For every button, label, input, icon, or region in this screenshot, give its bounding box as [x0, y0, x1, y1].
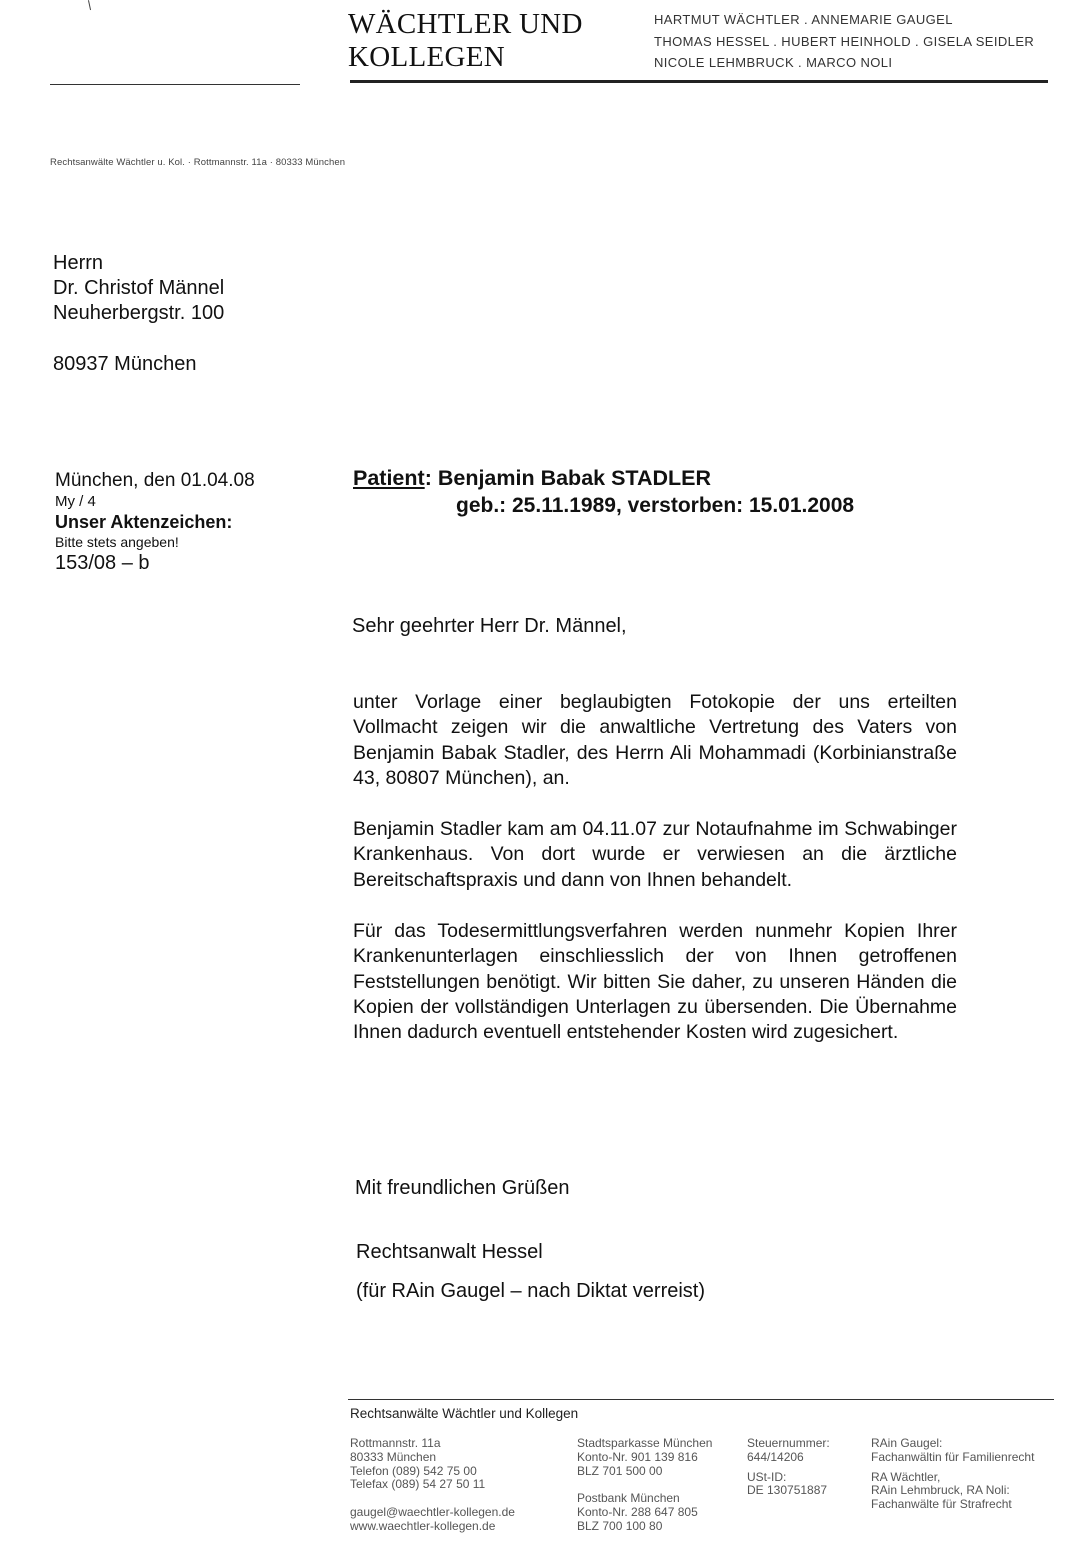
ust-label: USt-ID:: [747, 1469, 787, 1484]
footer-phone: Telefon (089) 542 75 00: [350, 1463, 477, 1478]
subject-colon: :: [424, 466, 432, 490]
signer: Rechtsanwalt Hessel: [356, 1241, 543, 1263]
tax-label: Steuernummer:: [747, 1436, 830, 1450]
partner-line: THOMAS HESSEL . HUBERT HEINHOLD . GISELA SEIDLER: [654, 33, 1035, 49]
firm-name-line1: WÄCHTLER UND: [348, 8, 583, 40]
bank2-name: Postbank München: [577, 1491, 680, 1506]
letter-meta: [55, 470, 315, 575]
bank2-blz: BLZ 700 100 80: [577, 1518, 663, 1533]
dictation-mark: My / 4: [55, 493, 96, 510]
sender-return-address: Rechtsanwälte Wächtler u. Kol. · Rottmannstr. 11a · 80333 München: [50, 157, 346, 168]
partner-line: HARTMUT WÄCHTLER . ANNEMARIE GAUGEL: [654, 12, 953, 27]
subject-dates: geb.: 25.11.1989, verstorben: 15.01.2008: [456, 494, 855, 517]
body-paragraph: Benjamin Stadler kam am 04.11.07 zur Notaufnahme im Schwabinger Krankenhaus. Von dort wurde er verwiesen an die ärztliche Bereitschaftspraxis und dann von Ihnen behandelt.: [353, 818, 957, 891]
specialist-criminal-title: Fachanwälte für Strafrecht: [871, 1497, 1012, 1512]
specialist-waechtler: RA Wächtler,: [871, 1469, 941, 1484]
recipient-salutation: Herrn: [53, 252, 104, 274]
recipient-address: [53, 251, 224, 377]
footer-city: 80333 München: [350, 1449, 437, 1464]
bank1-name: Stadtsparkasse München: [577, 1436, 713, 1450]
subject-line: [353, 465, 1003, 519]
footer-email: gaugel@waechtler-kollegen.de: [350, 1504, 515, 1519]
footer-fax: Telefax (089) 54 27 50 11: [350, 1477, 486, 1492]
footer-divider: [348, 1399, 1054, 1400]
reference-note: Bitte stets angeben!: [55, 534, 179, 550]
reference-number: 153/08 – b: [55, 552, 150, 574]
bank2-account: Konto-Nr. 288 647 805: [577, 1504, 698, 1519]
footer-spacer: [350, 1492, 565, 1506]
firm-name-line2: KOLLEGEN: [348, 41, 506, 73]
recipient-city: 80937 München: [53, 353, 197, 375]
closing: Mit freundlichen Grüßen: [355, 1177, 570, 1199]
specialist-gaugel: RAin Gaugel:: [871, 1436, 943, 1450]
footer-specialists: [871, 1437, 1071, 1512]
footer-tax: [747, 1437, 867, 1498]
body-paragraph: unter Vorlage einer beglaubigten Fotokopie der uns erteilten Vollmacht zeigen wir die anwaltliche Vertretung des Vaters von Benjamin Babak Stadler, des Herrn Ali Mohammadi (Korbinianstraße 43, 80807 München), an.: [353, 691, 957, 789]
firm-name: [348, 8, 628, 74]
signer-note: (für RAin Gaugel – nach Diktat verreist): [356, 1280, 706, 1302]
footer-address: [350, 1437, 565, 1534]
subject-label: Patient: [353, 466, 425, 490]
ust-number: DE 130751887: [747, 1483, 828, 1498]
reference-label: Unser Aktenzeichen:: [55, 512, 233, 532]
scan-mark: [88, 0, 92, 10]
footer-bank: [577, 1437, 742, 1534]
body-paragraph: Für das Todesermittlungsverfahren werden nunmehr Kopien Ihrer Krankenunterlagen einschliesslich der von Ihnen getroffenen Feststellungen benötigt. Wir bitten Sie daher, zu unseren Händen die Kopien der vollständigen Unterlagen zu übersenden. Die Übernahme Ihnen dadurch eventuell entstehender Kosten wird zugesichert.: [353, 920, 957, 1044]
letter-body: [353, 690, 957, 1072]
footer-spacer: [577, 1478, 742, 1492]
tax-number: 644/14206: [747, 1449, 804, 1464]
bank1-account: Konto-Nr. 901 139 816: [577, 1449, 698, 1464]
header-divider-left: [50, 84, 300, 85]
footer-web: www.waechtler-kollegen.de: [350, 1518, 496, 1533]
subject-patient: Benjamin Babak STADLER: [431, 466, 712, 490]
partner-list: [654, 9, 1064, 74]
recipient-street: Neuherbergstr. 100: [53, 302, 225, 324]
partner-line: NICOLE LEHMBRUCK . MARCO NOLI: [654, 55, 893, 70]
footer-street: Rottmannstr. 11a: [350, 1436, 441, 1450]
specialist-gaugel-title: Fachanwältin für Familienrecht: [871, 1449, 1035, 1464]
recipient-name: Dr. Christof Männel: [53, 277, 225, 299]
header-divider-right: [350, 80, 1048, 83]
specialist-others: RAin Lehmbruck, RA Noli:: [871, 1483, 1010, 1498]
footer-firm-name: Rechtsanwälte Wächtler und Kollegen: [350, 1406, 579, 1421]
bank1-blz: BLZ 701 500 00: [577, 1463, 663, 1478]
salutation: Sehr geehrter Herr Dr. Männel,: [352, 615, 627, 637]
letter-date: München, den 01.04.08: [55, 470, 255, 491]
